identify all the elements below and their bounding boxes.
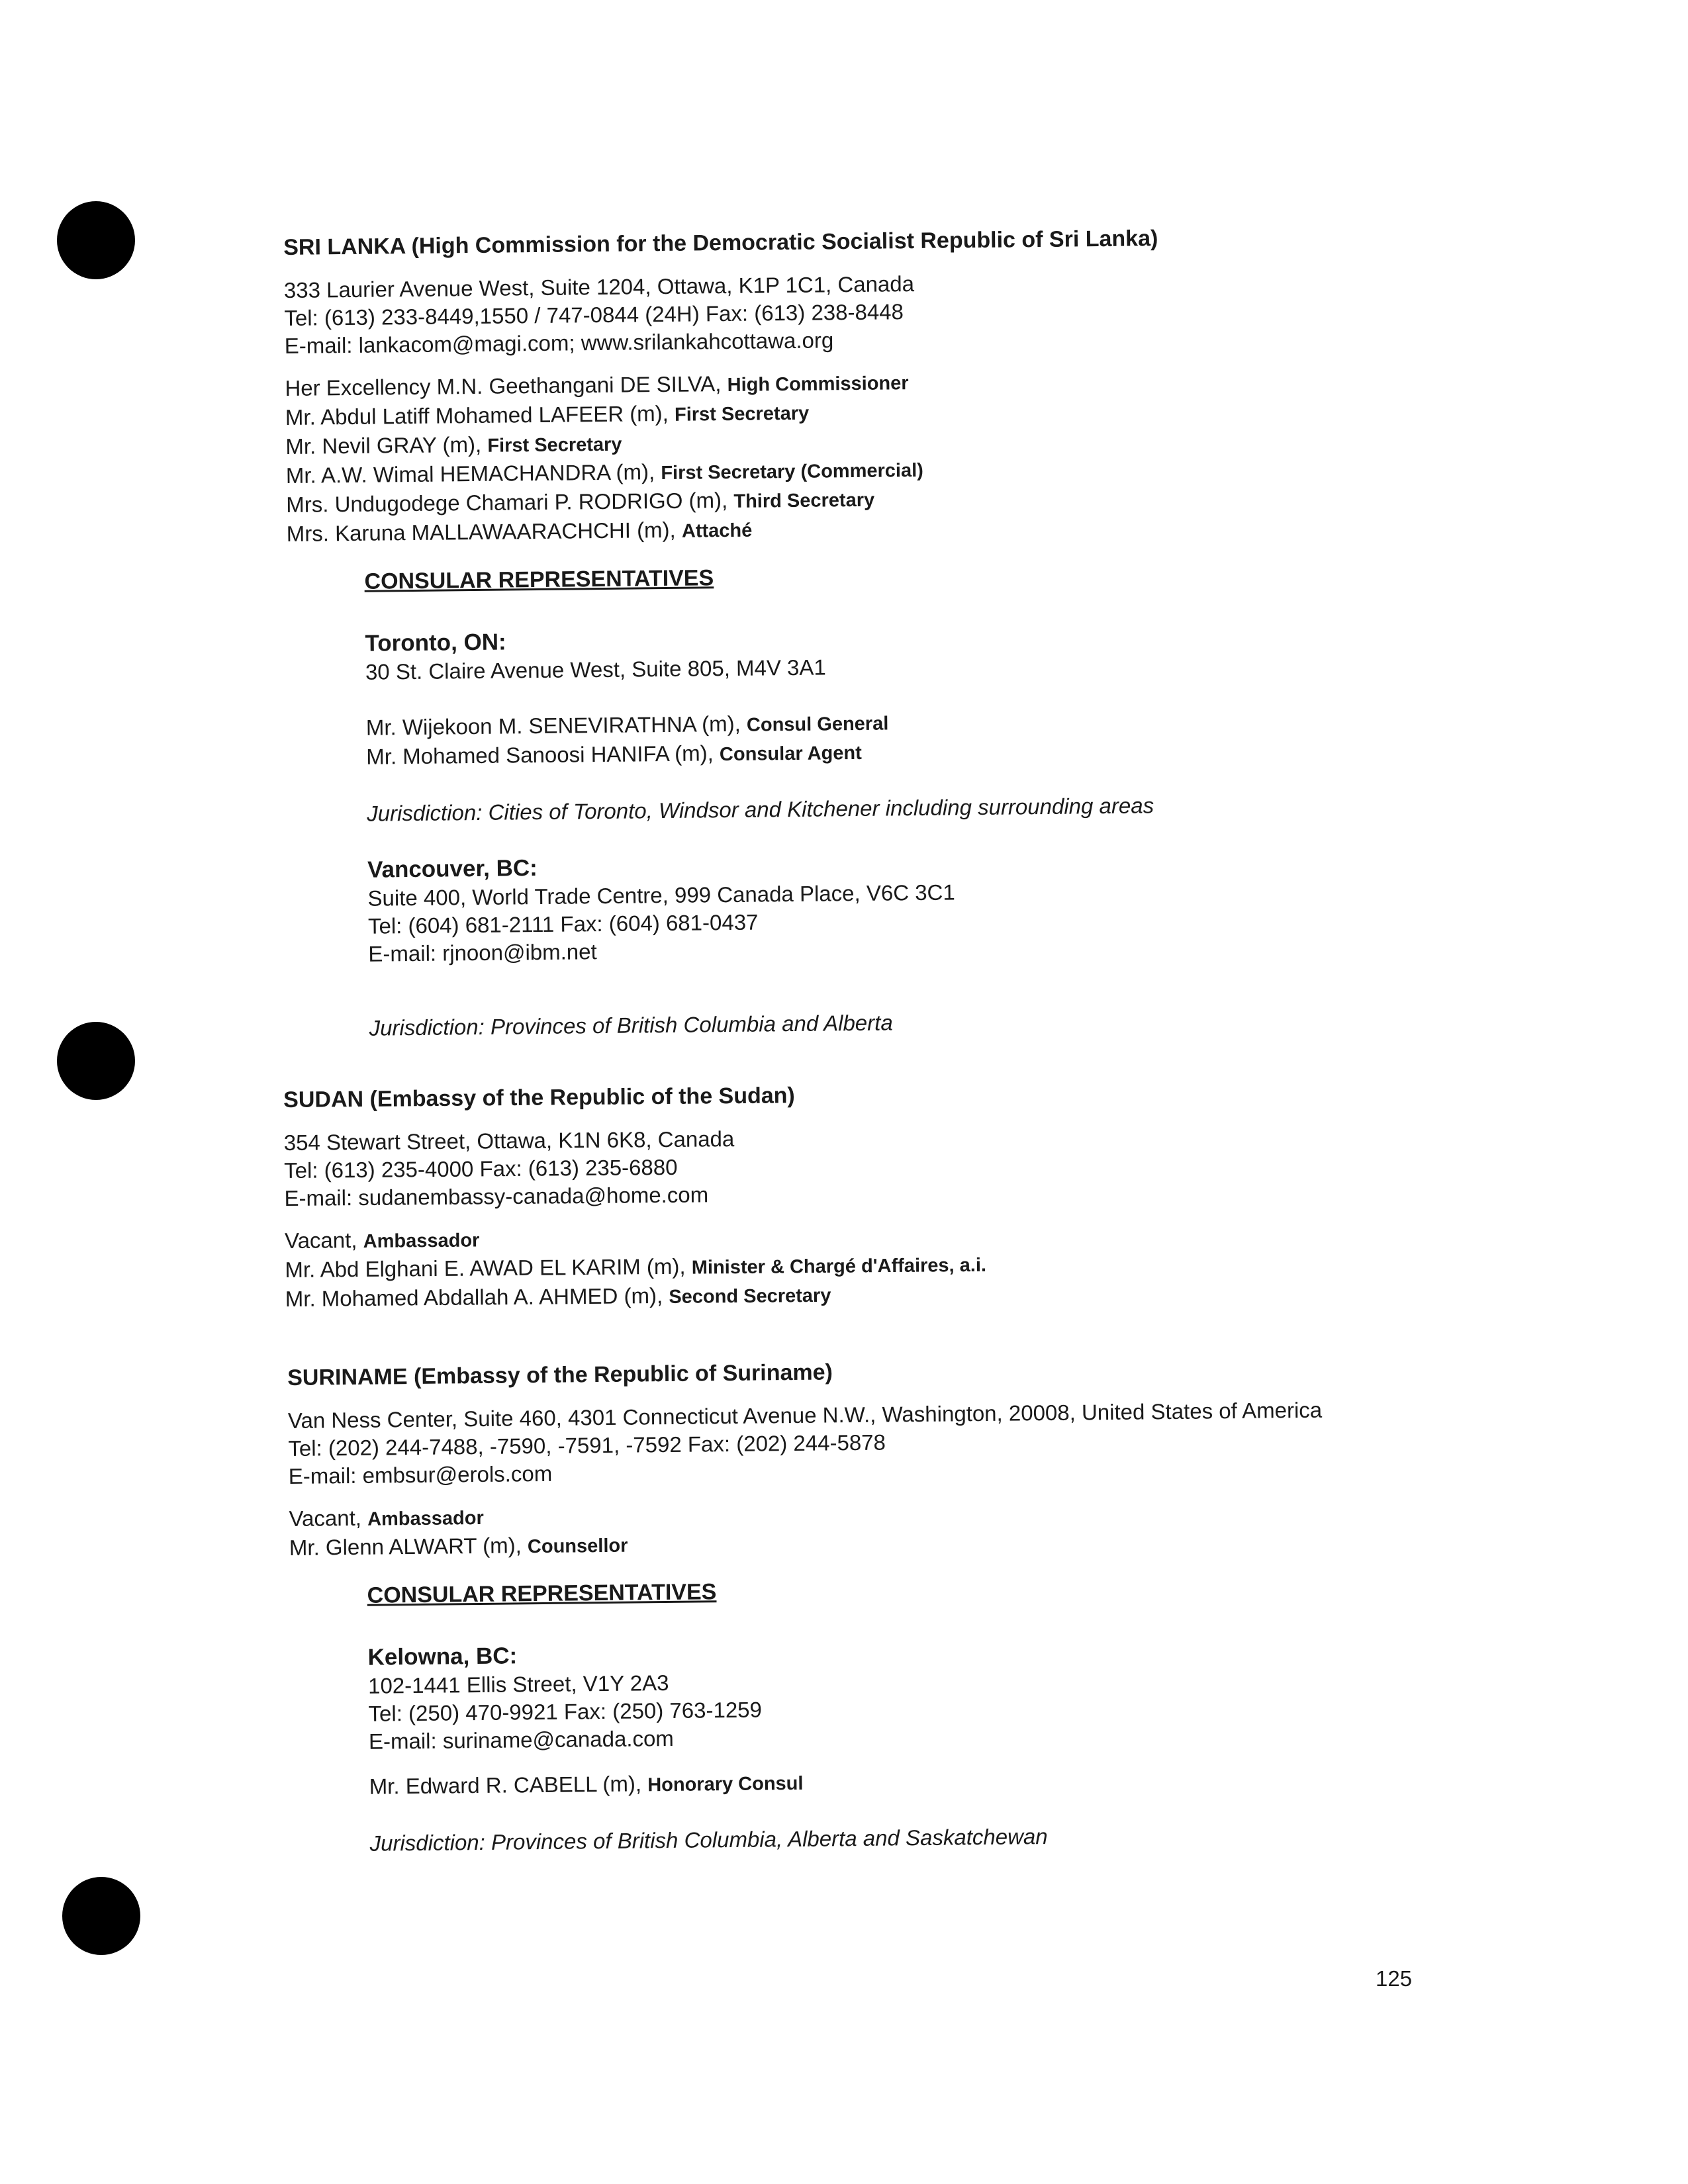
staff-name: Mr. A.W. Wimal HEMACHANDRA (m), [285, 459, 661, 488]
address-line: Suite 400, World Trade Centre, 999 Canada Place, V6C 3C1 [367, 880, 955, 911]
consular-title: CONSULAR REPRESENTATIVES [364, 565, 714, 594]
email-line: E-mail: embsur@erols.com [288, 1461, 553, 1488]
address-line: 354 Stewart Street, Ottawa, K1N 6K8, Canada [283, 1126, 735, 1155]
address-block [288, 1394, 1467, 1490]
email-line: E-mail: sudanembassy-canada@home.com [284, 1182, 709, 1210]
phone-line: Tel: (604) 681-2111 Fax: (604) 681-0437 [367, 909, 759, 938]
staff-name: Mr. Abd Elghani E. AWAD EL KARIM (m), [285, 1253, 692, 1282]
jurisdiction-note: Jurisdiction: Cities of Toronto, Windsor and Kitchener including surrounding areas [366, 793, 1154, 826]
staff-list [285, 362, 1465, 549]
section-heading: SURINAME (Embassy of the Republic of Suriname) [287, 1359, 833, 1390]
phone-line: Tel: (202) 244-7488, -7590, -7591, -7592 Fax: (202) 244-5878 [288, 1430, 886, 1461]
city-heading: Kelowna, BC: [367, 1643, 518, 1670]
punch-hole [57, 201, 135, 279]
staff-role: Consular Agent [719, 742, 862, 766]
jurisdiction-note: Jurisdiction: Provinces of British Columbia, Alberta and Saskatchewan [369, 1824, 1048, 1856]
staff-name: Vacant, [289, 1505, 368, 1531]
staff-role: Second Secretary [669, 1285, 831, 1308]
phone-line: Tel: (613) 233-8449,1550 / 747-0844 (24H) Fax: (613) 238-8448 [284, 299, 904, 330]
staff-name: Mr. Abdul Latiff Mohamed LAFEER (m), [285, 400, 675, 430]
staff-name: Vacant, [284, 1227, 363, 1253]
section-heading: SRI LANKA (High Commission for the Democratic Socialist Republic of Sri Lanka) [283, 226, 1158, 260]
punch-hole [57, 1022, 135, 1100]
staff-name: Mr. Wijekoon M. SENEVIRATHNA (m), [365, 711, 747, 740]
staff-role: High Commissioner [727, 373, 909, 396]
staff-role: First Secretary [487, 433, 622, 457]
staff-list [285, 1216, 1464, 1314]
phone-line: Tel: (250) 470-9921 Fax: (250) 763-1259 [368, 1697, 763, 1726]
jurisdiction-note: Jurisdiction: Provinces of British Columbia and Alberta [369, 1010, 893, 1040]
staff-role: Attaché [681, 520, 753, 542]
staff-role: Counsellor [527, 1535, 628, 1558]
staff-name: Mr. Mohamed Abdallah A. AHMED (m), [285, 1283, 669, 1311]
staff-role: Minister & Chargé d'Affaires, a.i. [691, 1254, 987, 1279]
city-heading: Vancouver, BC: [367, 855, 538, 883]
staff-name: Mr. Edward R. CABELL (m), [369, 1771, 648, 1799]
staff-name: Mr. Glenn ALWART (m), [289, 1533, 528, 1560]
address-line: 30 St. Claire Avenue West, Suite 805, M4V 3A1 [365, 655, 826, 684]
punch-hole [62, 1877, 140, 1955]
phone-line: Tel: (613) 235-4000 Fax: (613) 235-6880 [283, 1154, 678, 1183]
section-heading: SUDAN (Embassy of the Republic of the Sudan) [283, 1083, 795, 1113]
email-line: E-mail: lankacom@magi.com; www.srilankahcottawa.org [284, 328, 834, 358]
staff-name: Mr. Mohamed Sanoosi HANIFA (m), [366, 741, 720, 769]
email-line: E-mail: rjnoon@ibm.net [368, 939, 597, 966]
section-sudan [283, 1075, 1464, 1314]
consular-representatives [367, 1569, 1470, 1857]
address-line: Van Ness Center, Suite 460, 4301 Connecticut Avenue N.W., Washington, 20008, United States of America [287, 1397, 1323, 1433]
city-heading: Toronto, ON: [365, 629, 506, 657]
section-suriname [287, 1351, 1471, 1858]
staff-role: First Secretary [674, 402, 810, 426]
address-line: 333 Laurier Avenue West, Suite 1204, Ottawa, K1P 1C1, Canada [283, 271, 915, 302]
consular-representatives [364, 555, 1470, 1042]
consular-title: CONSULAR REPRESENTATIVES [367, 1579, 717, 1608]
staff-role: Third Secretary [733, 489, 875, 512]
staff-role: Honorary Consul [647, 1772, 804, 1796]
page-number: 125 [1376, 1966, 1413, 1991]
staff-role: First Secretary (Commercial) [661, 459, 923, 484]
staff-role: Ambassador [367, 1507, 484, 1530]
staff-role: Ambassador [363, 1230, 480, 1252]
staff-name: Mrs. Karuna MALLAWAARACHCHI (m), [286, 517, 682, 546]
email-line: E-mail: suriname@canada.com [368, 1725, 675, 1754]
section-sri-lanka [283, 220, 1470, 1043]
address-block [284, 1118, 1463, 1212]
staff-name: Mrs. Undugodege Chamari P. RODRIGO (m), [286, 487, 734, 517]
address-block [284, 264, 1463, 360]
staff-name: Her Excellency M.N. Geethangani DE SILVA, [285, 371, 727, 400]
staff-role: Consul General [746, 713, 889, 736]
staff-name: Mr. Nevil GRAY (m), [285, 432, 488, 459]
staff-list [289, 1492, 1468, 1563]
address-line: 102-1441 Ellis Street, V1Y 2A3 [367, 1670, 669, 1698]
